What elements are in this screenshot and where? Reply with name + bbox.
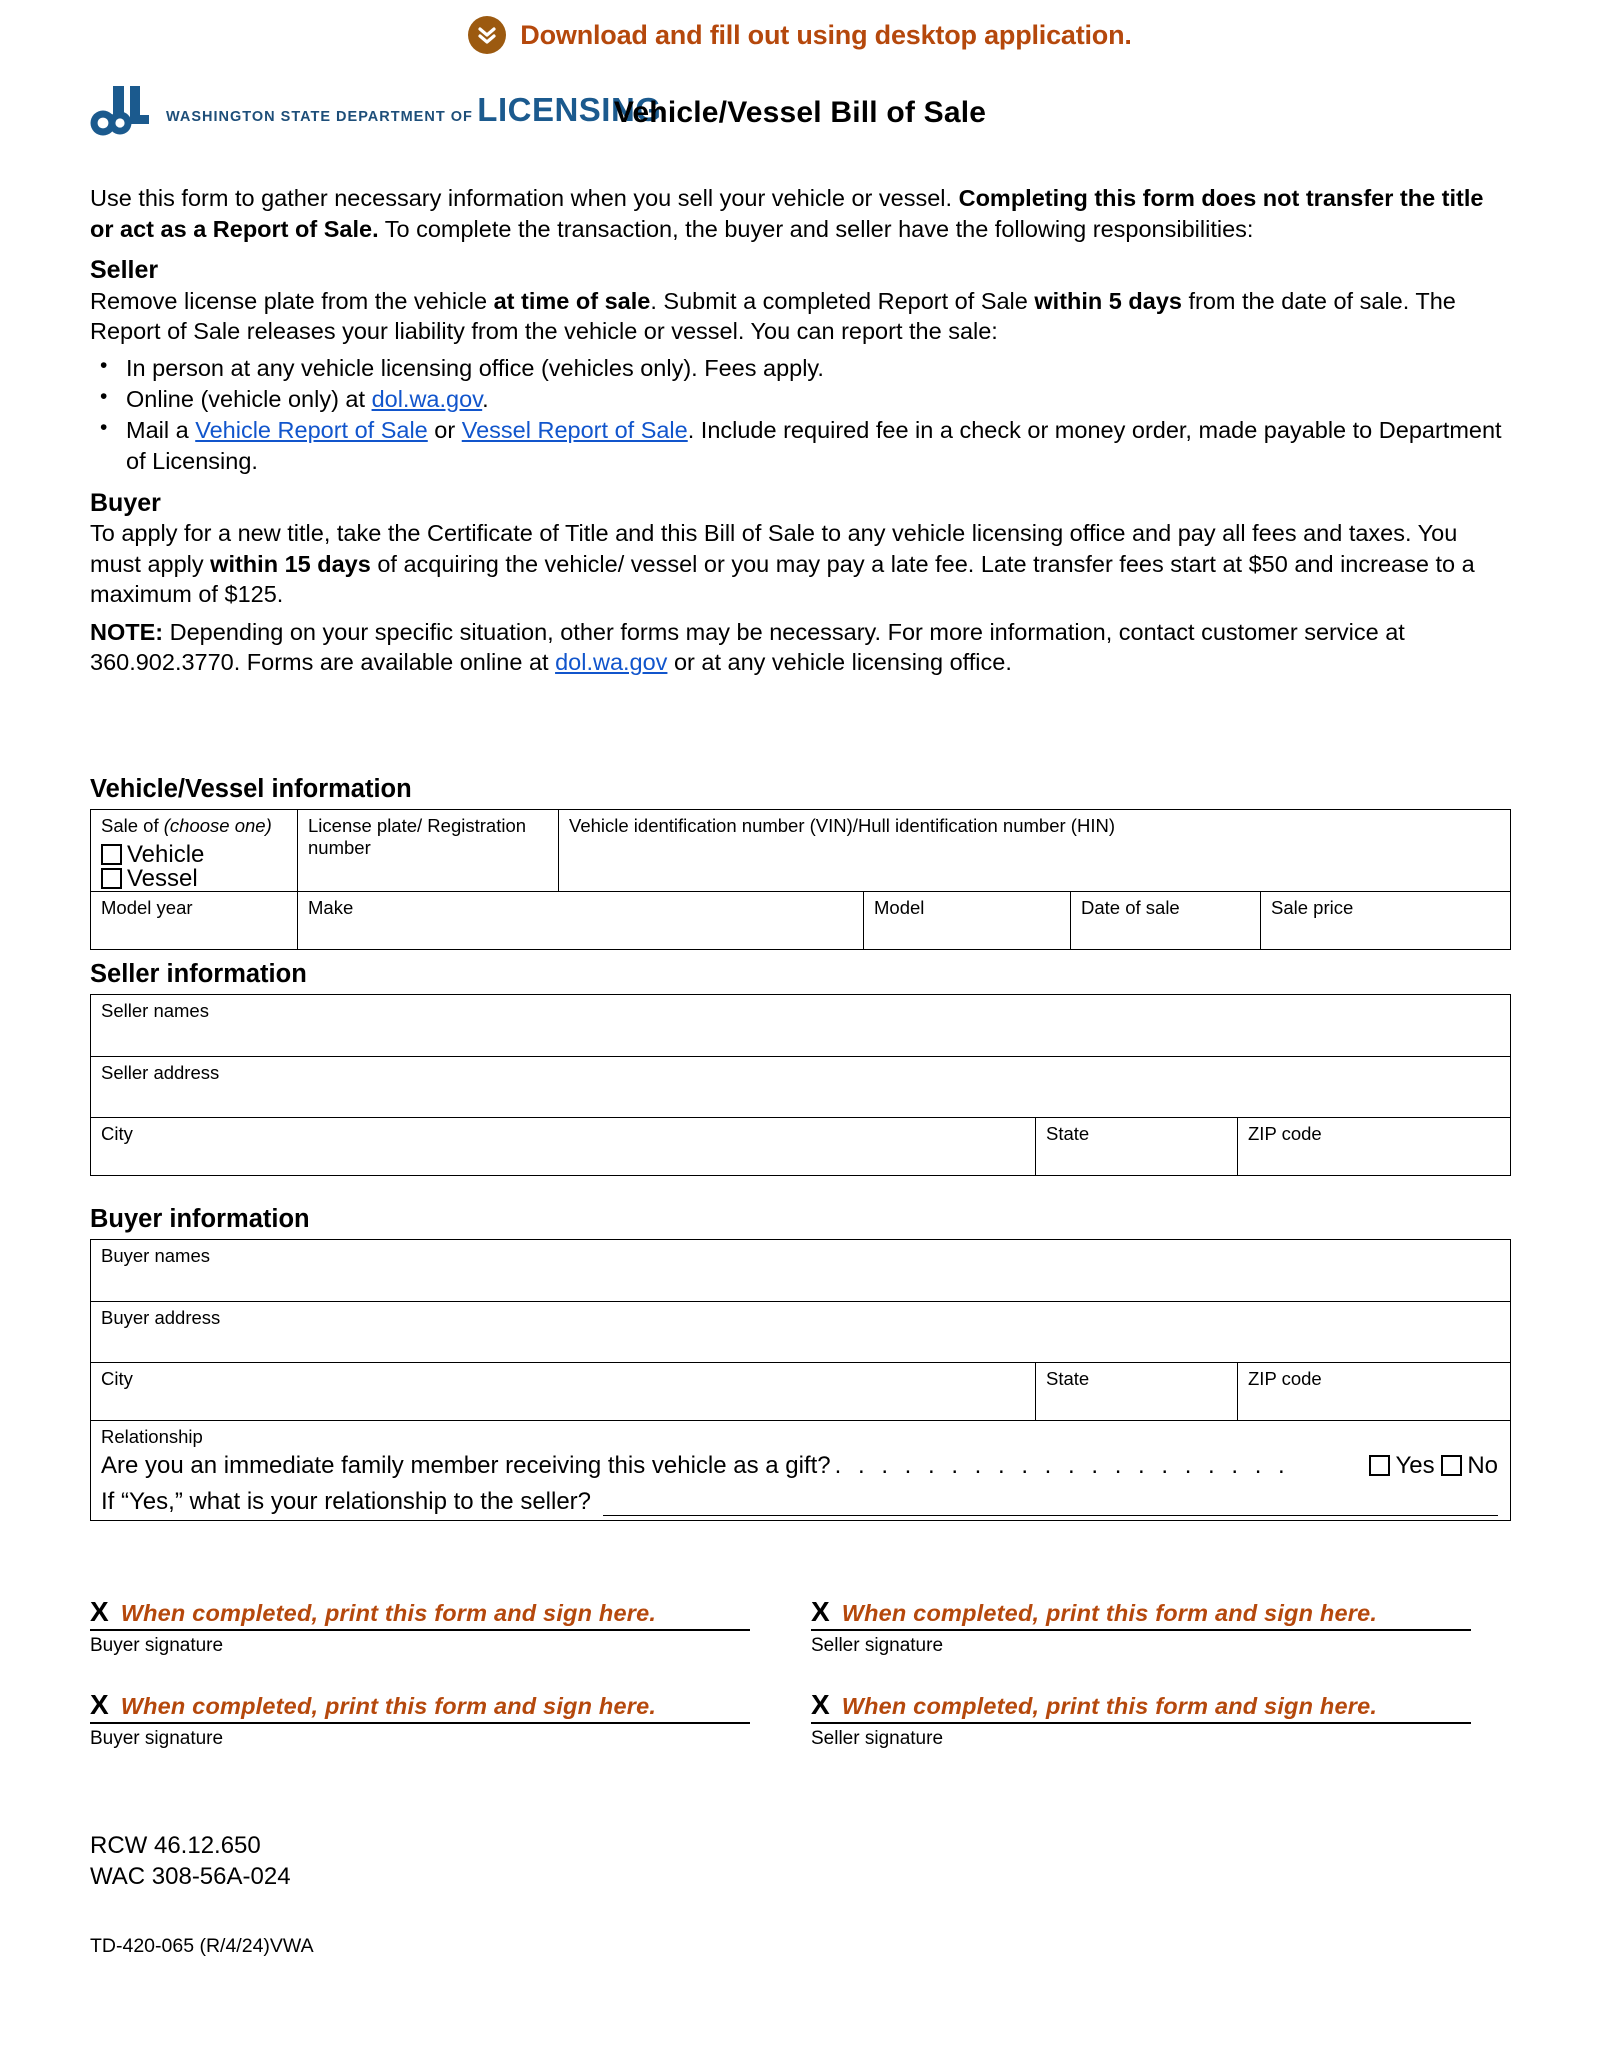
buyer-info-title: Buyer information [90,1205,310,1233]
table-row [91,1240,1511,1302]
intro-text-c: To complete the transaction, the buyer and seller have the following responsibilities: [378,215,1254,242]
table-row [91,995,1511,1057]
checkbox-no-icon[interactable] [1441,1455,1462,1476]
checkbox-vessel-icon[interactable] [101,868,122,889]
seller-text-bold-1: at time of sale [493,287,651,314]
sale-price-label: Sale price [1271,896,1354,918]
make-label: Make [308,896,354,918]
download-banner [0,16,1600,54]
form-number: TD-420-065 (R/4/24)VWA [90,1935,314,1957]
bullet-1-text: In person at any vehicle licensing office (vehicles only). Fees apply. [126,354,824,381]
seller-info-section [90,960,1510,1176]
intro-text-a: Use this form to gather necessary information when you sell your vehicle or vessel. [90,185,959,211]
buyer-heading: Buyer [90,488,161,517]
note-text-b: or at any vehicle licensing office. [667,649,1012,676]
buyer-signature-line-1[interactable] [90,1598,750,1631]
signature-x-mark: X [90,1596,109,1627]
checkbox-vehicle-label: Vehicle [127,840,205,868]
model-year-label: Model year [101,896,193,918]
seller-state-label: State [1046,1123,1090,1144]
wac-reference: WAC 308-56A-024 [90,1863,291,1891]
signature-prompt: When completed, print this form and sign here. [841,1600,1378,1626]
signature-prompt: When completed, print this form and sign here. [120,1693,657,1719]
table-row [91,810,1511,892]
buyer-text-bold: within 15 days [210,550,371,577]
cell-make[interactable] [298,891,864,949]
table-row [91,1302,1511,1363]
relationship-question-text: If “Yes,” what is your relationship to the seller? [101,1488,592,1516]
relationship-input-line[interactable] [603,1490,1498,1516]
signature-section [90,1598,1510,1750]
vin-label: Vehicle identification number (VIN)/Hull identification number (HIN) [569,815,1115,836]
signature-prompt: When completed, print this form and sign here. [120,1600,657,1626]
signature-x-mark: X [811,1596,830,1627]
cell-seller-address[interactable] [91,1057,1511,1118]
signature-spacer [90,1657,810,1691]
cell-buyer-state[interactable] [1036,1363,1238,1421]
buyer-info-section [90,1205,1510,1521]
list-item [90,384,1510,415]
buyer-city-label: City [101,1368,133,1389]
vehicle-info-table [90,809,1511,950]
bullet-3-mid: or [427,416,462,443]
seller-signature-block-1 [811,1598,1471,1657]
double-chevron-down-icon [468,16,506,54]
buyer-signature-block-1 [90,1598,750,1657]
signature-spacer [811,1657,1510,1691]
link-dol-wa-gov-note[interactable]: dol.wa.gov [555,649,668,676]
cell-seller-city[interactable] [91,1118,1036,1176]
link-vessel-report-of-sale[interactable]: Vessel Report of Sale [461,416,688,443]
checkbox-yes-label: Yes [1395,1451,1435,1479]
cell-buyer-address[interactable] [91,1302,1511,1363]
buyer-names-label: Buyer names [101,1245,210,1266]
seller-signature-caption-1: Seller signature [811,1635,944,1656]
form-header [0,82,1600,154]
note-text-a: Depending on your specific situation, other forms may be necessary. For more information, contact customer service at 360.902.3770. Forms are available online at [90,618,1405,676]
buyer-paragraph [90,518,1510,610]
intro-paragraph [90,183,1510,244]
cell-buyer-zip[interactable] [1238,1363,1511,1421]
dol-logo-line2: LICENSING [477,91,662,129]
seller-signature-line-2[interactable] [811,1691,1471,1724]
rcw-reference: RCW 46.12.650 [90,1832,261,1859]
gift-answer-options [1369,1452,1498,1480]
signature-column-right [811,1598,1510,1750]
seller-names-label: Seller names [101,1000,209,1021]
gift-question-row [101,1452,1510,1480]
sale-of-label-text: Sale of [101,815,164,836]
seller-signature-block-2 [811,1691,1471,1750]
checkbox-no-label: No [1467,1451,1498,1479]
cell-sale-price[interactable] [1261,891,1511,949]
cell-buyer-names[interactable] [91,1240,1511,1302]
dot-leader: . . . . . . . . . . . . . . . . . . . . [834,1451,1290,1479]
buyer-signature-caption-2: Buyer signature [90,1728,224,1749]
signature-column-left [90,1598,810,1750]
sale-of-label [101,815,297,837]
gift-question-text: Are you an immediate family member receiving this vehicle as a gift? [101,1451,831,1479]
seller-city-label: City [101,1123,133,1144]
list-item [90,415,1510,477]
note-paragraph [90,617,1510,678]
checkbox-vessel-label: Vessel [127,864,198,892]
seller-signature-caption-2: Seller signature [811,1728,944,1749]
sale-of-hint: (choose one) [163,815,272,836]
cell-seller-zip[interactable] [1238,1118,1511,1176]
buyer-signature-caption-1: Buyer signature [90,1635,224,1656]
seller-address-label: Seller address [101,1062,220,1083]
signature-prompt: When completed, print this form and sign here. [841,1693,1378,1719]
buyer-zip-label: ZIP code [1248,1368,1322,1389]
table-row [91,1057,1511,1118]
vehicle-info-section [90,775,1510,950]
checkbox-vehicle-option[interactable] [101,840,205,868]
signature-x-mark: X [811,1689,830,1720]
relationship-label: Relationship [101,1426,203,1447]
vehicle-info-title: Vehicle/Vessel information [90,775,412,803]
checkbox-vehicle-icon[interactable] [101,844,122,865]
seller-text-a: Remove license plate from the vehicle [90,287,494,314]
bullet-2-post: . [482,385,489,412]
dol-logo-line1: WASHINGTON STATE DEPARTMENT OF [166,109,473,126]
buyer-text-c: of acquiring the vehicle/ vessel or you may pay a late fee. Late transfer fees start at $50 and increase to a maximum of $125. [90,550,1475,608]
sale-of-options [101,840,297,892]
cell-date-of-sale[interactable] [1071,891,1261,949]
page-title: Vehicle/Vessel Bill of Sale [613,96,987,129]
table-row [91,891,1511,949]
signature-x-mark: X [90,1689,109,1720]
relationship-question-row [101,1488,1510,1520]
cell-model[interactable] [864,891,1071,949]
seller-text-bold-2: within 5 days [1034,287,1182,314]
seller-zip-label: ZIP code [1248,1123,1322,1144]
link-vehicle-report-of-sale[interactable]: Vehicle Report of Sale [195,416,428,443]
buyer-address-label: Buyer address [101,1307,221,1328]
instructions-block [90,183,1510,678]
model-label: Model [874,896,925,918]
cell-seller-state[interactable] [1036,1118,1238,1176]
cell-relationship [91,1421,1511,1521]
seller-heading: Seller [90,256,159,285]
buyer-signature-block-2 [90,1691,750,1750]
legal-references [90,1830,291,1892]
buyer-signature-line-2[interactable] [90,1691,750,1724]
checkbox-yes-icon[interactable] [1369,1455,1390,1476]
note-label: NOTE: [90,618,164,645]
table-row [91,1421,1511,1521]
bullet-3-post: . Include required fee in a check or money order, made payable to Department of Licensing. [126,416,1502,474]
cell-model-year[interactable] [91,891,298,949]
intro-text-bold: Completing this form does not transfer the title or act as a Report of Sale. [90,185,1484,242]
seller-info-title: Seller information [90,960,307,988]
license-plate-label: License plate/ Registration number [308,815,527,858]
bullet-3-pre: Mail a [126,416,196,443]
table-row [91,1118,1511,1176]
download-banner-text: Download and fill out using desktop application. [520,19,1132,50]
cell-buyer-city[interactable] [91,1363,1036,1421]
link-dol-wa-gov[interactable]: dol.wa.gov [371,385,483,412]
table-row [91,1363,1511,1421]
seller-info-table [90,994,1511,1176]
buyer-text-a: To apply for a new title, take the Certificate of Title and this Bill of Sale to any vehicle licensing office and pay all fees and taxes. You must apply [90,520,1458,577]
buyer-state-label: State [1046,1368,1090,1389]
cell-sale-of[interactable] [91,810,298,892]
checkbox-vessel-option[interactable] [101,864,198,892]
date-of-sale-label: Date of sale [1081,896,1180,918]
bullet-2-pre: Online (vehicle only) at [126,385,372,412]
buyer-info-table [90,1239,1511,1521]
seller-text-e: from the date of sale. The Report of Sale releases your liability from the vehicle or vessel. You can report the sale: [90,287,1456,345]
seller-paragraph [90,286,1510,347]
seller-report-options-list [90,353,1510,477]
cell-seller-names[interactable] [91,995,1511,1057]
seller-signature-line-1[interactable] [811,1598,1471,1631]
cell-vin[interactable] [559,810,1511,892]
cell-license-plate[interactable] [298,810,559,892]
seller-text-c: . Submit a completed Report of Sale [650,287,1035,314]
list-item [90,353,1510,384]
